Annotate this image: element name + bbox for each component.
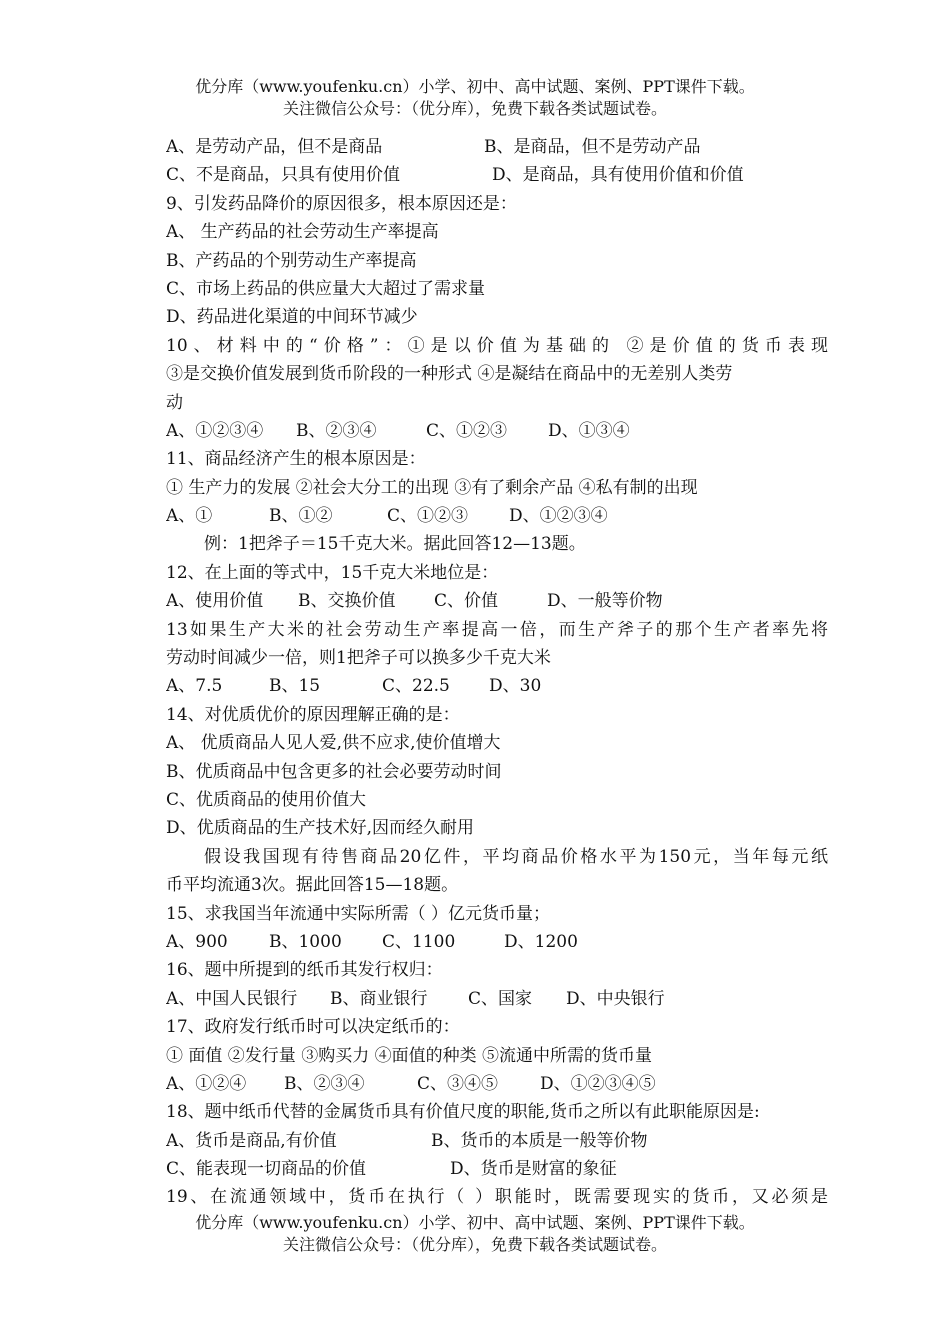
q19-stem: 19、在流通领域中，货币在执行（ ）职能时，既需要现实的货币，又必须是	[166, 1187, 828, 1208]
q10-stem-line-1: 10、材料中的“价格”：①是以价值为基础的 ②是价值的货币表现	[166, 335, 828, 356]
q14-option-b: B、优质商品中包含更多的社会必要劳动时间	[166, 761, 502, 782]
q16-option-c: C、国家	[468, 988, 533, 1009]
q12-option-b: B、交换价值	[298, 591, 396, 612]
q15-option-a: A、900	[166, 931, 228, 952]
q13-options	[166, 672, 828, 700]
q17-option-b: B、②③④	[284, 1073, 365, 1094]
q12-option-a: A、使用价值	[166, 591, 264, 612]
q9-option-b: B、产药品的个别劳动生产率提高	[166, 250, 417, 271]
q13-stem-line-1: 13如果生产大米的社会劳动生产率提高一倍，而生产斧子的那个生产者率先将	[166, 619, 828, 640]
q11-stem: 11、商品经济产生的根本原因是：	[166, 449, 426, 470]
q9-option-d: D、药品进化渠道的中间环节减少	[166, 307, 418, 328]
header-line-1: 优分库（www.youfenku.cn）小学、初中、高中试题、案例、PPT课件下载。	[195, 77, 755, 96]
q10-stem-line-2: ③是交换价值发展到货币阶段的一种形式 ④是凝结在商品中的无差别人类劳	[166, 364, 733, 385]
q18-stem: 18、题中纸币代替的金属货币具有价值尺度的职能,货币之所以有此职能原因是:	[166, 1102, 760, 1123]
q16-option-b: B、商业银行	[330, 988, 428, 1009]
q11-option-b: B、①②	[269, 506, 333, 527]
q8-option-a: A、是劳动产品，但不是商品	[166, 137, 383, 157]
q9-option-a: A、 生产药品的社会劳动生产率提高	[166, 222, 439, 243]
q8-options-cd	[166, 161, 828, 189]
q8-option-b: B、是商品，但不是劳动产品	[484, 137, 701, 157]
example-line: 例：1把斧子＝15千克大米。据此回答12—13题。	[204, 534, 586, 555]
q8-option-d: D、是商品，具有使用价值和价值	[492, 165, 744, 186]
q18-option-b: B、货币的本质是一般等价物	[431, 1130, 648, 1151]
q17-items: ① 面值 ②发行量 ③购买力 ④面值的种类 ⑤流通中所需的货币量	[166, 1045, 653, 1066]
q10-option-d: D、①③④	[548, 420, 630, 441]
q10-option-b: B、②③④	[296, 420, 377, 441]
q10-option-c: C、①②③	[426, 420, 508, 441]
q18-options-cd	[166, 1155, 828, 1183]
q18-option-c: C、能表现一切商品的价值	[166, 1159, 367, 1180]
q18-option-a: A、货币是商品,有价值	[166, 1130, 337, 1151]
q16-option-a: A、中国人民银行	[166, 988, 298, 1009]
q12-options	[166, 587, 828, 615]
q9-option-c: C、市场上药品的供应量大大超过了需求量	[166, 278, 486, 299]
exam-content	[166, 133, 828, 1212]
q10-options	[166, 417, 828, 445]
page-footer	[0, 1212, 950, 1256]
q13-option-c: C、22.5	[382, 676, 450, 697]
q18-option-d: D、货币是财富的象征	[450, 1159, 617, 1180]
q9-stem: 9、引发药品降价的原因很多，根本原因还是：	[166, 193, 517, 214]
q17-option-a: A、①②④	[166, 1073, 247, 1094]
passage-line-1: 假设我国现有待售商品20亿件，平均商品价格水平为150元，当年每元纸	[204, 846, 828, 867]
q11-option-a: A、①	[166, 506, 213, 527]
q14-option-d: D、优质商品的生产技术好,因而经久耐用	[166, 818, 475, 839]
header-line-2: 关注微信公众号：（优分库），免费下载各类试题试卷。	[282, 99, 667, 118]
q17-option-c: C、③④⑤	[417, 1073, 499, 1094]
q11-option-c: C、①②③	[387, 506, 469, 527]
q17-stem: 17、政府发行纸币时可以决定纸币的：	[166, 1017, 460, 1038]
q14-option-c: C、优质商品的使用价值大	[166, 789, 367, 810]
q10-stem-line-3: 动	[166, 392, 183, 413]
q11-option-d: D、①②③④	[509, 506, 608, 527]
q13-option-d: D、30	[489, 676, 542, 697]
q12-option-d: D、一般等价物	[547, 591, 663, 612]
q12-stem: 12、在上面的等式中，15千克大米地位是：	[166, 562, 499, 583]
q11-options	[166, 502, 828, 530]
footer-line-1: 优分库（www.youfenku.cn）小学、初中、高中试题、案例、PPT课件下载。	[195, 1213, 755, 1232]
q15-stem: 15、求我国当年流通中实际所需（ ）亿元货币量；	[166, 903, 551, 924]
page-header	[0, 76, 950, 120]
q15-option-b: B、1000	[269, 931, 342, 952]
q11-items: ① 生产力的发展 ②社会大分工的出现 ③有了剩余产品 ④私有制的出现	[166, 477, 698, 498]
q10-option-a: A、①②③④	[166, 420, 264, 441]
q8-options-ab	[166, 133, 828, 161]
footer-line-2: 关注微信公众号：（优分库），免费下载各类试题试卷。	[282, 1235, 667, 1254]
q16-stem: 16、题中所提到的纸币其发行权归：	[166, 960, 443, 981]
q16-option-d: D、中央银行	[566, 988, 665, 1009]
q17-option-d: D、①②③④⑤	[540, 1073, 656, 1094]
q15-option-d: D、1200	[504, 931, 578, 952]
q15-options	[166, 928, 828, 956]
q14-stem: 14、对优质优价的原因理解正确的是：	[166, 704, 460, 725]
q16-options	[166, 985, 828, 1013]
q18-options-ab	[166, 1127, 828, 1155]
q13-stem-line-2: 劳动时间减少一倍，则1把斧子可以换多少千克大米	[166, 648, 551, 669]
q17-options	[166, 1070, 828, 1098]
passage-line-2: 币平均流通3次。据此回答15—18题。	[166, 875, 459, 896]
q12-option-c: C、价值	[434, 591, 499, 612]
q15-option-c: C、1100	[382, 931, 456, 952]
q14-option-a: A、 优质商品人见人爱,供不应求,使价值增大	[166, 733, 501, 754]
q13-option-a: A、7.5	[166, 676, 223, 697]
q8-option-c: C、不是商品，只具有使用价值	[166, 165, 401, 186]
q13-option-b: B、15	[269, 676, 321, 697]
